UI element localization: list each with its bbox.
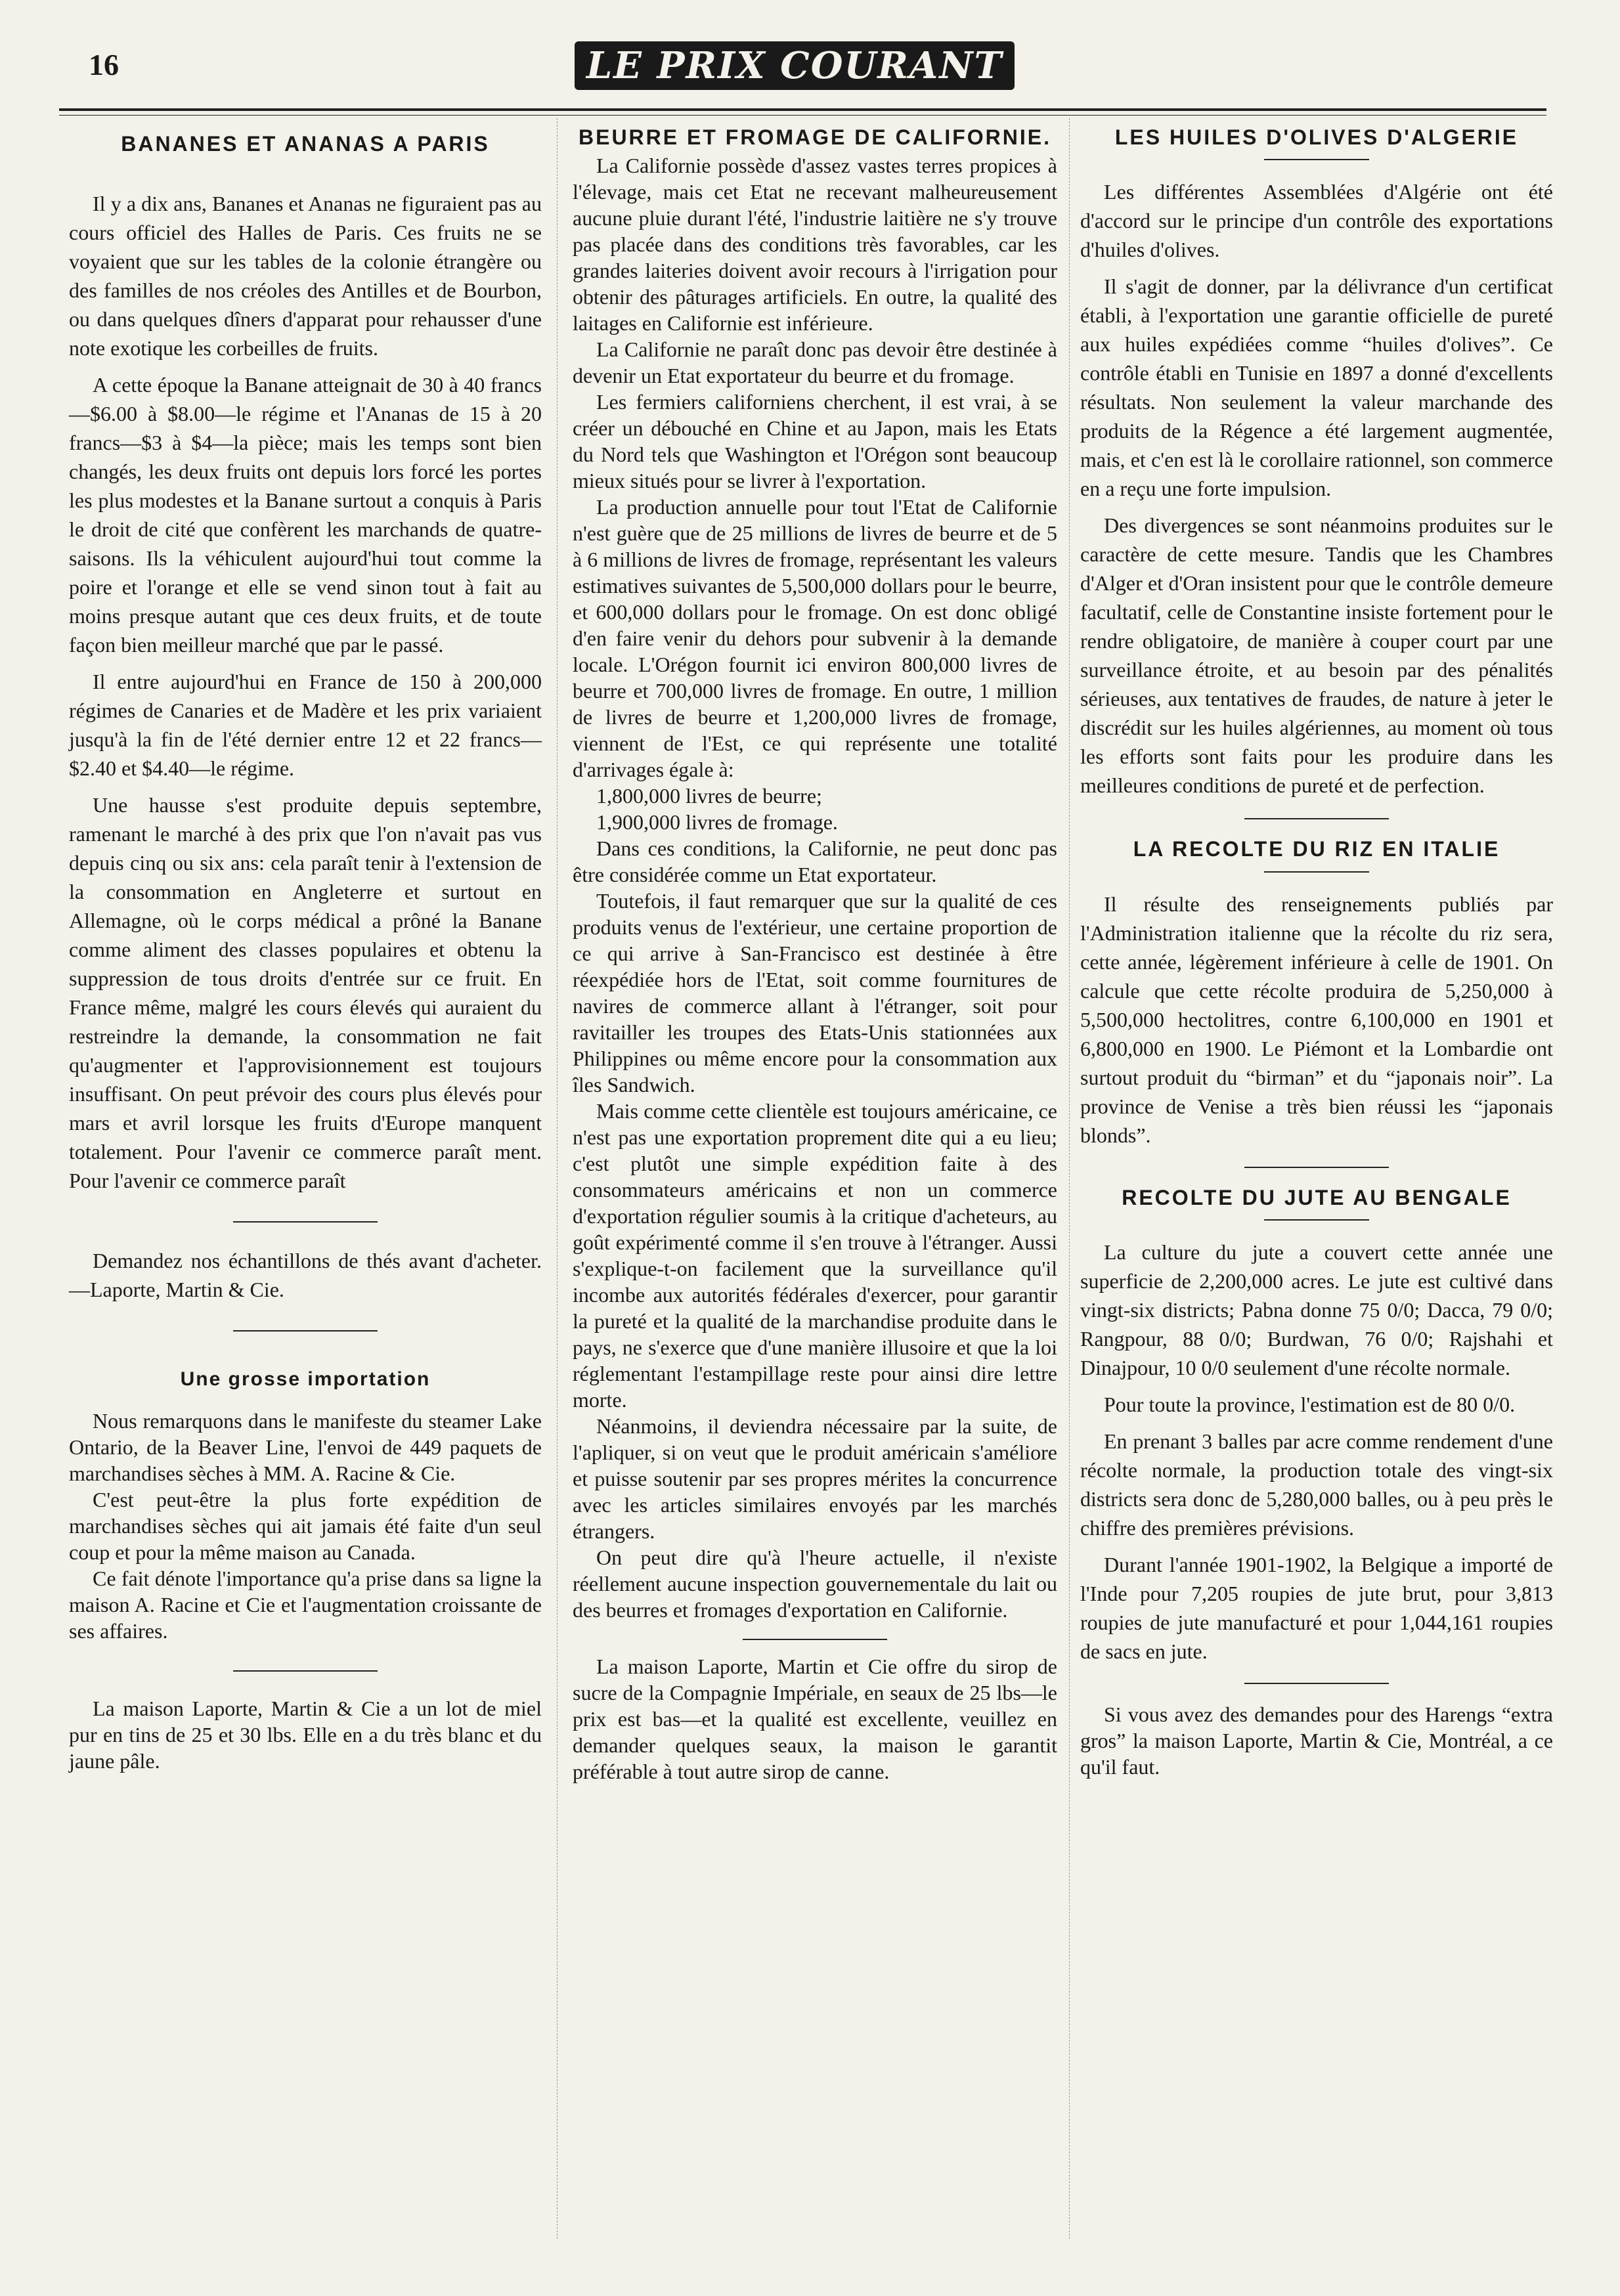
column-2 [573, 125, 1057, 1785]
paragraph: C'est peut-être la plus forte expédition de marchandises sèches qui ait jamais été faite d'un seul coup et pour la même maison au Canada. [69, 1488, 542, 1565]
advertisement: Demandez nos échantillons de thés avant d'acheter. —Laporte, Martin & Cie. [69, 1249, 542, 1302]
header-rule [59, 108, 1546, 111]
masthead-logo [586, 33, 1003, 98]
paragraph: Il s'agit de donner, par la délivrance d'un certificat établi, à l'exportation une garantie officielle de pureté aux huiles expédiées comme “huiles d'olives”. Ce contrôle établi en Tunisie en 1897 a donné d'excellents résultats. Non seulement la valeur marchande des produits de la Régence a été largement augmentée, mais, et c'en est là le corollaire rationnel, son commerce en a reçu une forte impulsion. [1080, 274, 1553, 501]
article-title-importation: Une grosse importation [180, 1368, 431, 1391]
list-item: 1,800,000 livres de beurre; [596, 784, 822, 808]
paragraph: Des divergences se sont néanmoins produites sur le caractère de cette mesure. Tandis que les Chambres d'Alger et d'Oran insistent pour que le contrôle demeure facultatif, celle de Constantine insiste fortement pour le rendre obligatoire, de manière à couper court par une surveillance étroite, et au besoin par des pénalités sérieuses, aux tentatives de fraudes, de nature à jeter le discrédit sur les huiles algériennes, au moment où tous les efforts sont faits pour les produire dans les meilleures conditions de pureté et de perfection. [1080, 513, 1553, 798]
paragraph: La Californie ne paraît donc pas devoir être destinée à devenir un Etat exportateur du beurre et du fromage. [573, 337, 1057, 388]
paragraph: En prenant 3 balles par acre comme rendement d'une récolte normale, la production totale des vingt-six districts sera donc de 5,280,000 balles, ou à peu près le chiffre des premières prévisions. [1080, 1429, 1553, 1540]
separator [233, 1670, 378, 1672]
paragraph: Nous remarquons dans le manifeste du steamer Lake Ontario, de la Beaver Line, l'envoi de 449 paquets de marchandises sèches à MM. A. Racine & Cie. [69, 1409, 542, 1486]
paragraph: Il entre aujourd'hui en France de 150 à 200,000 régimes de Canaries et de Madère et les prix variaient jusqu'à la fin de l'été dernier entre 12 et 22 francs—$2.40 et $4.40—le régime. [69, 670, 542, 781]
paragraph: Il y a dix ans, Bananes et Ananas ne figuraient pas au cours officiel des Halles de Paris. Ces fruits ne se voyaient que sur les tables de la colonie étrangère ou des familles de nos créoles des Antilles et de Bourbon, ou dans quelques dîners d'apparat pour rehausser d'une note exotique les corbeilles de fruits. [69, 192, 542, 360]
article-title-huiles: LES HUILES D'OLIVES D'ALGERIE [1114, 125, 1519, 149]
list-item: 1,900,000 livres de fromage. [596, 810, 838, 834]
separator [1244, 1167, 1389, 1168]
article-title-bananes: BANANES ET ANANAS A PARIS [121, 132, 490, 156]
paragraph: Les différentes Assemblées d'Algérie ont été d'accord sur le principe d'un contrôle des exportations d'huiles d'olives. [1080, 180, 1553, 262]
advertisement: Si vous avez des demandes pour des Harengs “extra gros” la maison Laporte, Martin & Cie, Montréal, a ce qu'il faut. [1080, 1702, 1553, 1779]
paragraph: Il résulte des renseignements publiés par l'Administration italienne que la récolte du riz sera, cette année, légèrement inférieure à celle de 1901. On calcule que cette récolte produira de 5,250,000 à 5,500,000 hectolitres, contre 6,100,000 en 1901 et 6,800,000 en 1900. Le Piémont et la Lombardie ont surtout produit du “birman” et du “japonais noir”. La province de Venise a très bien réussi les “japonais blonds”. [1080, 892, 1553, 1147]
separator [233, 1221, 378, 1223]
paragraph: La Californie possède d'assez vastes terres propices à l'élevage, mais cet Etat ne recevant malheureusement aucune pluie durant l'été, l'industrie laitière ne s'y trouve pas placée dans des conditions très favorables, car les grandes laiteries doivent avoir recours à l'irrigation pour obtenir des pâturages artificiels. En outre, la qualité des laitages en Californie est inférieure. [573, 154, 1057, 336]
separator [1264, 871, 1369, 873]
article-title-beurre: BEURRE ET FROMAGE DE CALIFORNIE. [578, 125, 1051, 149]
page-number: 16 [89, 48, 119, 81]
separator [1264, 1219, 1369, 1221]
paragraph: Mais comme cette clientèle est toujours américaine, ce n'est pas une exportation proprement dite qui a eu lieu; c'est plutôt une simple expédition faite à des consommateurs américains et non un commerce d'exportation régulier soumis à la critique d'acheteurs, au goût expérimenté comme il s'en trouve à l'étranger. Aussi s'explique-t-on facilement que la surveillance qu'il incombe aux autorités fédérales d'exercer, pour garantir la pureté et la qualité de la marchandise produite dans le pays, ne s'exerce que d'une manière illusoire et que la loi réglementant l'estampillage reste pour ainsi dire lettre morte. [573, 1099, 1057, 1412]
paragraph: Pour toute la province, l'estimation est de 80 0/0. [1104, 1393, 1516, 1417]
separator [1244, 1683, 1389, 1684]
paragraph: Les fermiers californiens cherchent, il est vrai, à se créer un débouché en Chine et au Japon, mais les Etats du Nord tels que Washington et l'Orégon sont beaucoup mieux situés pour se livrer à l'exportation. [573, 390, 1057, 493]
separator [233, 1330, 378, 1332]
separator [1244, 818, 1389, 819]
advertisement: La maison Laporte, Martin et Cie offre du sirop de sucre de la Compagnie Impériale, en seaux de 25 lbs—le prix est bas—et la qualité est excellente, veuillez en demander quelques seaux, la maison le garantit préférable à tout autre sirop de canne. [573, 1655, 1057, 1784]
paragraph: La production annuelle pour tout l'Etat de Californie n'est guère que de 25 millions de livres de beurre et de 5 à 6 millions de livres de fromage, représentant les valeurs estimatives suivantes de 5,500,000 dollars pour le beurre, et 600,000 dollars pour le fromage. On est donc obligé d'en faire venir du dehors pour subvenir à la demande locale. L'Orégon fournit ici environ 800,000 livres de beurre et 700,000 livres de fromage. En outre, 1 million de livres de beurre et 1,200,000 livres de fromage, viennent de l'Est, ce qui représente une totalité d'arrivages égale à: [573, 495, 1057, 782]
paragraph: Ce fait dénote l'importance qu'a prise dans sa ligne la maison A. Racine et Cie et l'augmentation croissante de ses affaires. [69, 1567, 542, 1643]
separator [1264, 159, 1369, 160]
column-divider [1069, 118, 1070, 2239]
column-1 [69, 125, 542, 1774]
paragraph: Durant l'année 1901-1902, la Belgique a importé de l'Inde pour 7,205 roupies de jute brut, pour 3,813 roupies de jute manufacturé et pour 1,044,161 roupies de sacs en jute. [1080, 1553, 1553, 1664]
article-title-riz: LA RECOLTE DU RIZ EN ITALIE [1133, 837, 1500, 861]
article-title-jute: RECOLTE DU JUTE AU BENGALE [1122, 1185, 1512, 1209]
column-3 [1080, 125, 1553, 1780]
column-divider [557, 118, 558, 2239]
paragraph: On peut dire qu'à l'heure actuelle, il n'existe réellement aucune inspection gouvernementale du lait ou des beurres et fromages d'exportation en Californie. [573, 1546, 1057, 1622]
paragraph: Néanmoins, il deviendra nécessaire par la suite, de l'apliquer, si on veut que le produit américain s'améliore et puisse soutenir par ses propres mérites la concurrence avec les articles similaires envoyés par les marchés étrangers. [573, 1414, 1057, 1544]
paragraph: A cette époque la Banane atteignait de 30 à 40 francs—$6.00 à $8.00—le régime et l'Ananas de 15 à 20 francs—$3 à $4—la pièce; mais les temps sont bien changés, les deux fruits ont depuis lors forcé les portes les plus modestes et la Banane surtout a conquis à Paris le droit de cité que confèrent les marchands de quatre-saisons. Ils la véhiculent aujourd'hui tout comme la poire et l'orange et elle se vend sinon tout à fait au moins presque autant que ces deux fruits, et de toute façon bien meilleur marché que par le passé. [69, 373, 542, 657]
separator [743, 1639, 887, 1640]
masthead-title: LE PRIX COURANT [575, 41, 1015, 90]
paragraph: Dans ces conditions, la Californie, ne peut donc pas être considérée comme un Etat exportateur. [573, 836, 1057, 887]
paragraph: Une hausse s'est produite depuis septembre, ramenant le marché à des prix que l'on n'avait pas vus depuis cinq ou six ans: cela paraît tenir à l'extension de la consommation en Angleterre et surtout en Allemagne, où le corps médical a prôné la Banane comme aliment des classes populaires et obtenu la suppression de tous droits d'entrée sur ce fruit. En France même, malgré les cours élevés qui auraient du restreindre la demande, la consommation ne fait qu'augmenter et l'approvisionnement est toujours insuffisant. On peut prévoir des cours plus élevés pour mars et avril lorsque les fruits d'Europe manquent totalement. Pour l'avenir ce commerce paraît ment. Pour l'avenir ce commerce paraît [69, 793, 542, 1193]
advertisement: La maison Laporte, Martin & Cie a un lot de miel pur en tins de 25 et 30 lbs. Elle en a du très blanc et du jaune pâle. [69, 1697, 542, 1773]
paragraph: Toutefois, il faut remarquer que sur la qualité de ces produits venus de l'extérieur, une certaine proportion de ce qui arrive à San-Francisco est destinée à être réexpédiée hors de l'Etat, soit comme fournitures de navires de commerce allant à l'étranger, soit pour ravitailler les troupes des Etats-Unis stationnées aux Philippines ou même encore pour la consommation aux îles Sandwich. [573, 889, 1057, 1097]
header-rule-thin [59, 115, 1546, 116]
paragraph: La culture du jute a couvert cette année une superficie de 2,200,000 acres. Le jute est cultivé dans vingt-six districts; Pabna donne 75 0/0; Dacca, 79 0/0; Rangpour, 88 0/0; Burdwan, 76 0/0; Rajshahi et Dinajpour, 10 0/0 seulement d'une récolte normale. [1080, 1240, 1553, 1380]
